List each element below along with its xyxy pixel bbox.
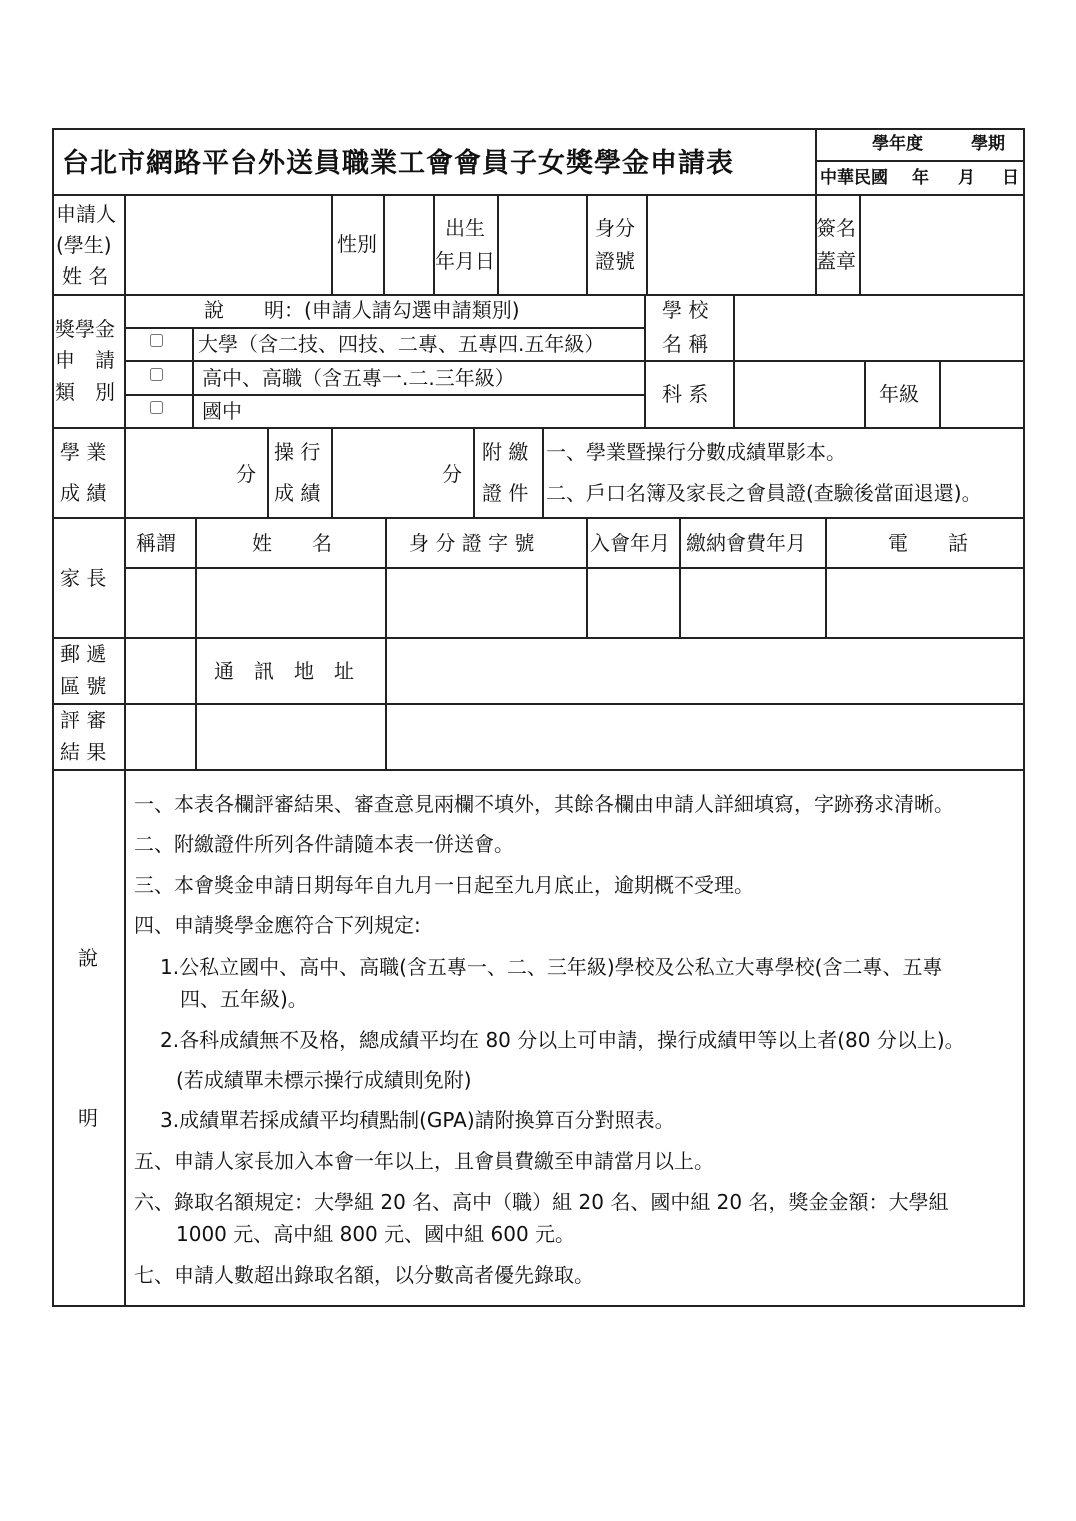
row-divider	[52, 517, 1025, 519]
note-item: 3.成績單若採成績平均積點制(GPA)請附換算百分對照表。	[160, 1108, 675, 1132]
col-divider	[192, 327, 194, 427]
col-divider	[433, 194, 435, 294]
col-divider	[267, 427, 269, 517]
address-input[interactable]	[387, 639, 1022, 702]
col-divider	[473, 427, 475, 517]
row-divider	[52, 703, 1025, 705]
signature-input[interactable]	[861, 196, 1022, 292]
attachments-label: 附 繳	[482, 440, 529, 464]
id-number-input[interactable]	[648, 196, 814, 292]
category-option-juniorhigh: 國中	[202, 399, 242, 423]
parent-col-id: 身 分 證 字 號	[409, 531, 535, 555]
conduct-score-input[interactable]	[333, 429, 439, 515]
parent-phone-input[interactable]	[827, 569, 1022, 635]
address-label: 通 訊 地 址	[214, 659, 354, 683]
applicant-label: 姓 名	[62, 264, 109, 288]
col-divider	[864, 360, 866, 427]
parent-fee-date-input[interactable]	[681, 569, 824, 635]
category-checkbox-highschool[interactable]	[150, 368, 163, 381]
id-label: 身分	[595, 216, 635, 240]
conduct-points-unit: 分	[442, 462, 462, 486]
id-label: 證號	[595, 249, 635, 273]
parent-join-date-input[interactable]	[588, 569, 678, 635]
note-item: 六、錄取名額規定：大學組 20 名、高中（職）組 20 名、國中組 20 名，獎金金額：大學組	[134, 1190, 949, 1214]
parent-col-name: 姓 名	[252, 531, 332, 555]
border-top	[52, 128, 1025, 130]
school-name-input[interactable]	[735, 296, 1023, 359]
postal-code-input[interactable]	[126, 639, 194, 702]
review-result-label: 評 審	[60, 708, 107, 732]
note-item: 一、本表各欄評審結果、審查意見兩欄不填外，其餘各欄由申請人詳細填寫，字跡務求清晰。	[134, 792, 954, 816]
row-divider	[52, 769, 1025, 771]
note-item: (若成績單未標示操行成績則免附)	[176, 1068, 472, 1092]
form-title: 台北市網路平台外送員職業工會會員子女獎學金申請表	[62, 148, 734, 179]
col-divider	[331, 194, 333, 294]
parent-label: 家 長	[60, 566, 107, 590]
col-divider	[586, 194, 588, 294]
school-year-label: 學年度	[872, 134, 923, 154]
category-option-highschool: 高中、高職（含五專一.二.三年級）	[202, 366, 515, 390]
category-checkbox-juniorhigh[interactable]	[150, 401, 163, 414]
col-divider	[644, 294, 646, 427]
sign-label: 簽名	[816, 216, 856, 240]
note-item: 三、本會獎金申請日期每年自九月一日起至九月底止，逾期概不受理。	[134, 873, 754, 897]
grade-input[interactable]	[941, 362, 1023, 426]
semester-label: 學期	[971, 134, 1005, 154]
note-item: 四、五年級)。	[180, 987, 308, 1011]
academic-score-label: 成 績	[60, 481, 107, 505]
col-divider	[542, 427, 544, 517]
grade-label: 年級	[879, 382, 919, 406]
note-item: 1000 元、高中組 800 元、國中組 600 元。	[176, 1222, 576, 1246]
postal-code-label: 郵 遞	[60, 642, 107, 666]
category-option-university: 大學（含二技、四技、二專、五專四.五年級）	[198, 332, 605, 356]
application-form	[52, 128, 1025, 1307]
notes-label: 說	[78, 946, 98, 970]
attachments-label: 證 件	[482, 481, 529, 505]
birth-label: 出生	[445, 216, 485, 240]
category-label: 類 別	[55, 380, 115, 404]
parent-col-phone: 電 話	[888, 531, 968, 555]
parent-col-join-date: 入會年月	[590, 531, 670, 555]
header-divider	[815, 160, 1025, 162]
col-divider	[195, 517, 197, 769]
row-divider	[124, 327, 644, 329]
border-right	[1023, 128, 1025, 1307]
gender-label: 性別	[337, 232, 377, 256]
department-label: 科 系	[662, 382, 709, 406]
school-name-label: 學 校	[662, 298, 709, 322]
border-bottom	[52, 1305, 1025, 1307]
applicant-name-input[interactable]	[126, 196, 330, 292]
postal-code-label: 區 號	[60, 674, 107, 698]
applicant-label: (學生)	[56, 233, 112, 257]
parent-name-input[interactable]	[197, 569, 384, 635]
note-item: 2.各科成績無不及格，總成績平均在 80 分以上可申請，操行成績甲等以上者(80 分以上)。	[160, 1028, 965, 1052]
note-item: 1.公私立國中、高中、高職(含五專一、二、三年級)學校及公私立大專學校(含二專、五專	[160, 955, 943, 979]
conduct-score-label: 操 行	[274, 440, 321, 464]
department-input[interactable]	[735, 362, 863, 426]
row-divider	[124, 360, 1025, 362]
notes-label: 明	[78, 1106, 98, 1130]
attachment-item: 二、戶口名簿及家長之會員證(查驗後當面退還)。	[546, 481, 982, 505]
month-label: 月	[958, 168, 975, 188]
school-name-label: 名 稱	[662, 332, 709, 356]
note-item: 五、申請人家長加入本會一年以上，且會員費繳至申請當月以上。	[134, 1149, 714, 1173]
parent-title-input[interactable]	[126, 569, 194, 635]
category-instruction: 說 明：(申請人請勾選申請類別)	[204, 298, 520, 322]
note-item: 四、申請獎學金應符合下列規定:	[134, 913, 421, 937]
applicant-label: 申請人	[56, 202, 116, 226]
review-result-label: 結 果	[60, 740, 107, 764]
category-label: 獎學金	[55, 317, 115, 341]
parent-col-fee-date: 繳納會費年月	[686, 531, 806, 555]
roc-label: 中華民國	[820, 168, 888, 188]
parent-id-input[interactable]	[387, 569, 585, 635]
academic-score-label: 學 業	[60, 440, 107, 464]
birth-date-input[interactable]	[499, 196, 585, 292]
year-label: 年	[912, 168, 929, 188]
category-label: 申 請	[55, 348, 115, 372]
academic-points-unit: 分	[236, 462, 256, 486]
border-left	[52, 128, 54, 1307]
academic-score-input[interactable]	[126, 429, 234, 515]
col-divider	[124, 194, 126, 1305]
birth-label: 年月日	[435, 249, 495, 273]
gender-input[interactable]	[385, 196, 432, 292]
category-checkbox-university[interactable]	[150, 334, 163, 347]
note-item: 二、附繳證件所列各件請隨本表一併送會。	[134, 832, 514, 856]
day-label: 日	[1002, 168, 1019, 188]
sign-label: 蓋章	[816, 249, 856, 273]
attachment-item: 一、學業暨操行分數成績單影本。	[546, 440, 846, 464]
note-item: 七、申請人數超出錄取名額，以分數高者優先錄取。	[134, 1263, 594, 1287]
conduct-score-label: 成 績	[274, 481, 321, 505]
row-divider	[124, 394, 644, 396]
parent-col-title: 稱謂	[136, 531, 176, 555]
